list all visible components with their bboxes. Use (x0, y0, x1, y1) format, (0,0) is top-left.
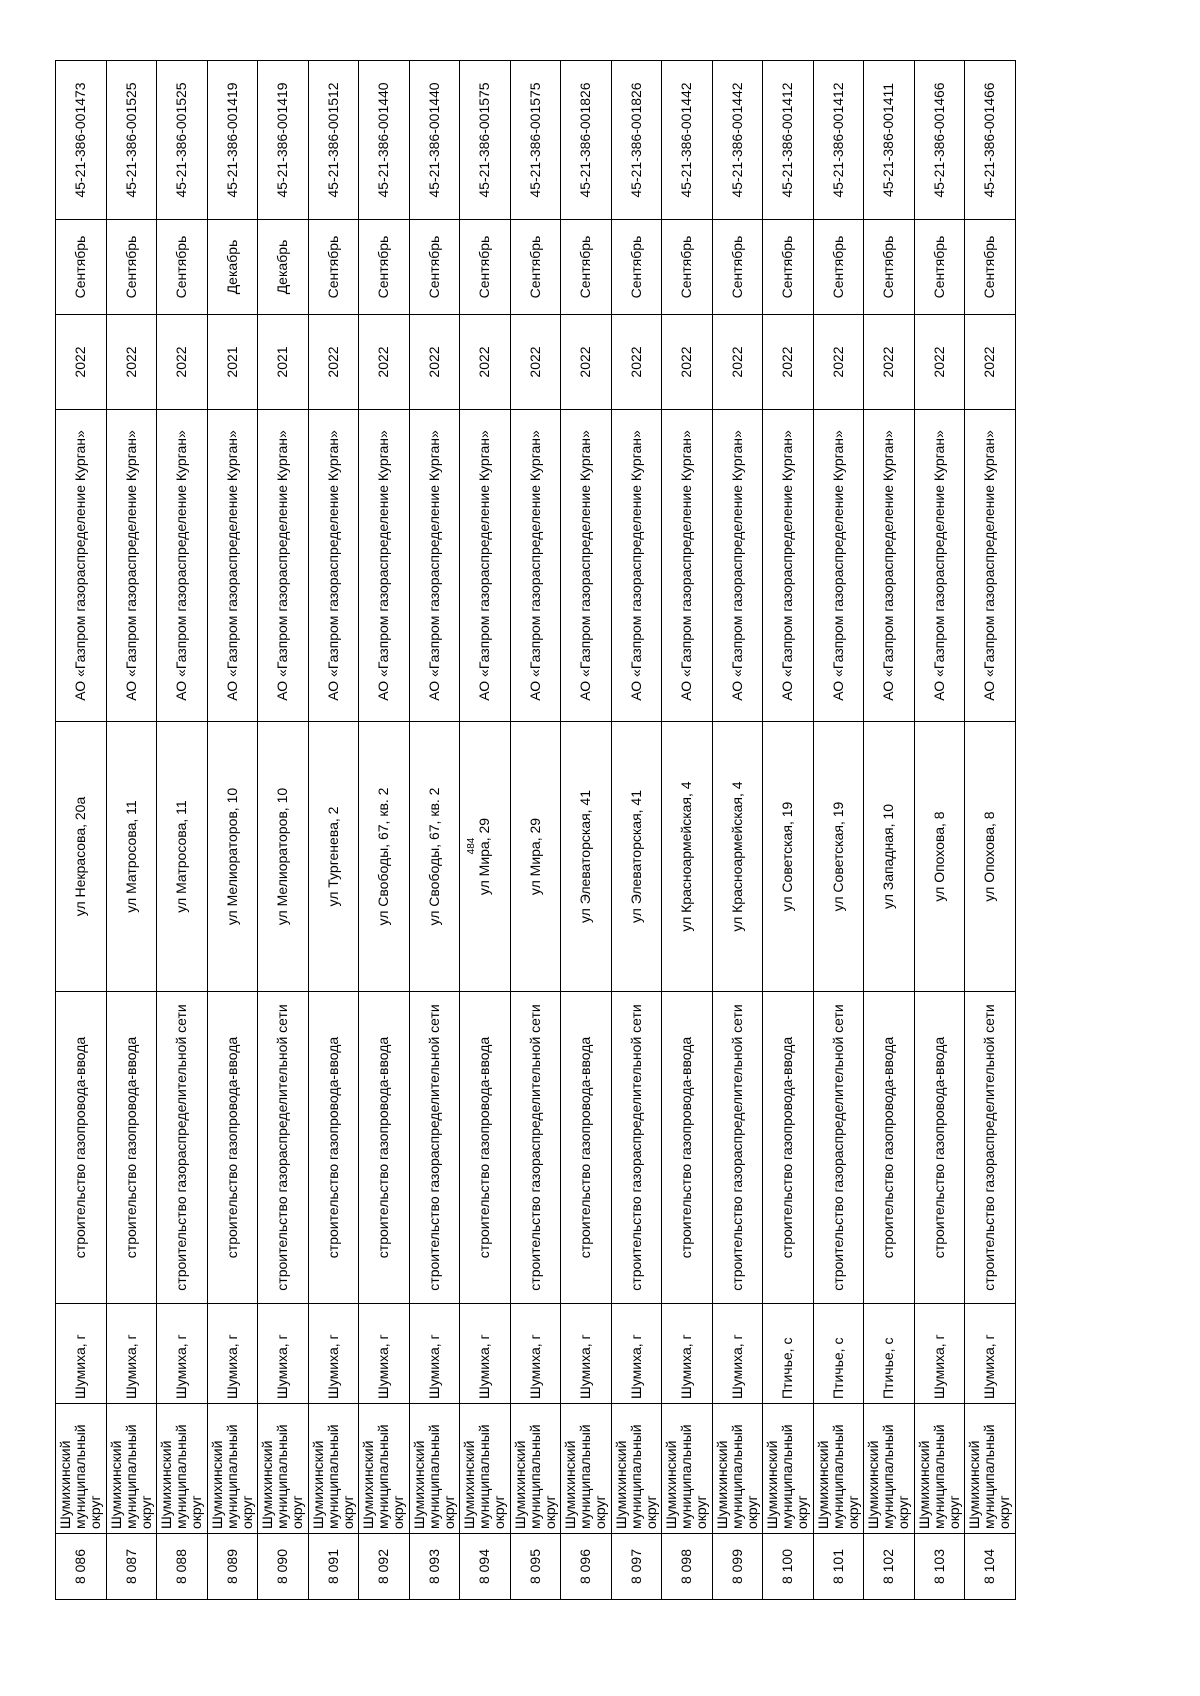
work-type-cell: строительство газопровода-ввода (864, 992, 915, 1304)
row-number-cell: 8 098 (662, 1534, 713, 1600)
table-row (207, 61, 258, 1600)
code-cell: 45-21-386-001442 (662, 61, 713, 220)
settlement-cell: Шумиха, г (965, 1304, 1016, 1404)
district-cell: Шумихинский муниципальный округ (510, 1404, 561, 1534)
month-cell: Сентябрь (308, 220, 359, 315)
table-row (965, 61, 1016, 1600)
year-cell: 2022 (611, 315, 662, 410)
month-cell: Декабрь (207, 220, 258, 315)
row-number-cell: 8 100 (763, 1534, 814, 1600)
address-cell: ул Красноармейская, 4 (662, 722, 713, 992)
table-row (56, 61, 107, 1600)
settlement-cell: Птичье, с (763, 1304, 814, 1404)
year-cell: 2022 (662, 315, 713, 410)
settlement-cell: Шумиха, г (359, 1304, 410, 1404)
district-cell: Шумихинский муниципальный округ (662, 1404, 713, 1534)
row-number-cell: 8 097 (611, 1534, 662, 1600)
district-cell: Шумихинский муниципальный округ (308, 1404, 359, 1534)
code-cell: 45-21-386-001419 (207, 61, 258, 220)
year-cell: 2022 (106, 315, 157, 410)
code-cell: 45-21-386-001575 (510, 61, 561, 220)
organization-cell: АО «Газпром газораспределение Курган» (157, 410, 208, 722)
work-type-cell: строительство газопровода-ввода (460, 992, 511, 1304)
address-cell: ул Западная, 10 (864, 722, 915, 992)
month-cell: Сентябрь (662, 220, 713, 315)
year-cell: 2021 (207, 315, 258, 410)
work-type-cell: строительство газораспределительной сети (965, 992, 1016, 1304)
district-cell: Шумихинский муниципальный округ (56, 1404, 107, 1534)
year-cell: 2022 (157, 315, 208, 410)
work-type-cell: строительство газопровода-ввода (359, 992, 410, 1304)
table-row (157, 61, 208, 1600)
row-number-cell: 8 087 (106, 1534, 157, 1600)
month-cell: Сентябрь (56, 220, 107, 315)
organization-cell: АО «Газпром газораспределение Курган» (207, 410, 258, 722)
settlement-cell: Шумиха, г (106, 1304, 157, 1404)
work-type-cell: строительство газопровода-ввода (763, 992, 814, 1304)
code-cell: 45-21-386-001466 (965, 61, 1016, 220)
settlement-cell: Шумиха, г (611, 1304, 662, 1404)
organization-cell: АО «Газпром газораспределение Курган» (510, 410, 561, 722)
year-cell: 2022 (914, 315, 965, 410)
year-cell: 2022 (813, 315, 864, 410)
work-type-cell: строительство газораспределительной сети (258, 992, 309, 1304)
address-cell: ул Мира, 29 (510, 722, 561, 992)
district-cell: Шумихинский муниципальный округ (207, 1404, 258, 1534)
district-cell: Шумихинский муниципальный округ (965, 1404, 1016, 1534)
table-row (914, 61, 965, 1600)
address-cell: ул Матросова, 11 (157, 722, 208, 992)
month-cell: Сентябрь (157, 220, 208, 315)
settlement-cell: Шумиха, г (56, 1304, 107, 1404)
table-row (510, 61, 561, 1600)
year-cell: 2021 (258, 315, 309, 410)
work-type-cell: строительство газораспределительной сети (157, 992, 208, 1304)
district-cell: Шумихинский муниципальный округ (359, 1404, 410, 1534)
work-type-cell: строительство газораспределительной сети (712, 992, 763, 1304)
year-cell: 2022 (763, 315, 814, 410)
address-cell: ул Свободы, 67, кв. 2 (359, 722, 410, 992)
table-row (864, 61, 915, 1600)
settlement-cell: Шумиха, г (662, 1304, 713, 1404)
work-type-cell: строительство газораспределительной сети (409, 992, 460, 1304)
district-cell: Шумихинский муниципальный округ (914, 1404, 965, 1534)
month-cell: Сентябрь (409, 220, 460, 315)
code-cell: 45-21-386-001525 (157, 61, 208, 220)
month-cell: Сентябрь (510, 220, 561, 315)
code-cell: 45-21-386-001442 (712, 61, 763, 220)
address-cell: ул Матросова, 11 (106, 722, 157, 992)
district-cell: Шумихинский муниципальный округ (106, 1404, 157, 1534)
settlement-cell: Птичье, с (813, 1304, 864, 1404)
organization-cell: АО «Газпром газораспределение Курган» (56, 410, 107, 722)
settlement-cell: Шумиха, г (258, 1304, 309, 1404)
year-cell: 2022 (409, 315, 460, 410)
month-cell: Сентябрь (460, 220, 511, 315)
address-cell: ул Опохова, 8 (914, 722, 965, 992)
year-cell: 2022 (308, 315, 359, 410)
organization-cell: АО «Газпром газораспределение Курган» (460, 410, 511, 722)
row-number-cell: 8 088 (157, 1534, 208, 1600)
table-row (813, 61, 864, 1600)
table-row (712, 61, 763, 1600)
address-cell: ул Мелиораторов, 10 (258, 722, 309, 992)
code-cell: 45-21-386-001419 (258, 61, 309, 220)
settlement-cell: Шумиха, г (207, 1304, 258, 1404)
work-type-cell: строительство газопровода-ввода (106, 992, 157, 1304)
code-cell: 45-21-386-001466 (914, 61, 965, 220)
table-row (308, 61, 359, 1600)
table-row (611, 61, 662, 1600)
page-number: 484 (466, 837, 477, 855)
settlement-cell: Шумиха, г (712, 1304, 763, 1404)
row-number-cell: 8 103 (914, 1534, 965, 1600)
work-type-cell: строительство газораспределительной сети (510, 992, 561, 1304)
work-type-cell: строительство газопровода-ввода (56, 992, 107, 1304)
address-cell: ул Советская, 19 (763, 722, 814, 992)
district-cell: Шумихинский муниципальный округ (409, 1404, 460, 1534)
month-cell: Сентябрь (712, 220, 763, 315)
address-cell: ул Свободы, 67, кв. 2 (409, 722, 460, 992)
table-row (561, 61, 612, 1600)
code-cell: 45-21-386-001525 (106, 61, 157, 220)
work-type-cell: строительство газопровода-ввода (914, 992, 965, 1304)
code-cell: 45-21-386-001412 (763, 61, 814, 220)
year-cell: 2022 (460, 315, 511, 410)
address-cell: ул Элеваторская, 41 (561, 722, 612, 992)
year-cell: 2022 (712, 315, 763, 410)
settlement-cell: Шумиха, г (510, 1304, 561, 1404)
month-cell: Сентябрь (965, 220, 1016, 315)
settlement-cell: Птичье, с (864, 1304, 915, 1404)
table-row (409, 61, 460, 1600)
organization-cell: АО «Газпром газораспределение Курган» (914, 410, 965, 722)
settlement-cell: Шумиха, г (914, 1304, 965, 1404)
work-type-cell: строительство газопровода-ввода (207, 992, 258, 1304)
row-number-cell: 8 092 (359, 1534, 410, 1600)
year-cell: 2022 (965, 315, 1016, 410)
work-type-cell: строительство газораспределительной сети (611, 992, 662, 1304)
table-row (662, 61, 713, 1600)
address-cell: ул Опохова, 8 (965, 722, 1016, 992)
address-cell: ул Советская, 19 (813, 722, 864, 992)
address-cell: ул Мира, 29 (460, 722, 511, 992)
district-cell: Шумихинский муниципальный округ (813, 1404, 864, 1534)
code-cell: 45-21-386-001411 (864, 61, 915, 220)
year-cell: 2022 (864, 315, 915, 410)
row-number-cell: 8 093 (409, 1534, 460, 1600)
month-cell: Сентябрь (864, 220, 915, 315)
row-number-cell: 8 096 (561, 1534, 612, 1600)
table-row (258, 61, 309, 1600)
row-number-cell: 8 089 (207, 1534, 258, 1600)
month-cell: Сентябрь (106, 220, 157, 315)
row-number-cell: 8 090 (258, 1534, 309, 1600)
row-number-cell: 8 086 (56, 1534, 107, 1600)
settlement-cell: Шумиха, г (409, 1304, 460, 1404)
work-type-cell: строительство газопровода-ввода (561, 992, 612, 1304)
work-type-cell: строительство газопровода-ввода (662, 992, 713, 1304)
month-cell: Сентябрь (561, 220, 612, 315)
organization-cell: АО «Газпром газораспределение Курган» (409, 410, 460, 722)
row-number-cell: 8 094 (460, 1534, 511, 1600)
row-number-cell: 8 101 (813, 1534, 864, 1600)
code-cell: 45-21-386-001473 (56, 61, 107, 220)
settlement-cell: Шумиха, г (308, 1304, 359, 1404)
work-type-cell: строительство газопровода-ввода (308, 992, 359, 1304)
gasification-table (55, 60, 1016, 1600)
month-cell: Сентябрь (611, 220, 662, 315)
code-cell: 45-21-386-001575 (460, 61, 511, 220)
year-cell: 2022 (510, 315, 561, 410)
organization-cell: АО «Газпром газораспределение Курган» (308, 410, 359, 722)
organization-cell: АО «Газпром газораспределение Курган» (965, 410, 1016, 722)
row-number-cell: 8 095 (510, 1534, 561, 1600)
table-body (56, 61, 1016, 1600)
organization-cell: АО «Газпром газораспределение Курган» (106, 410, 157, 722)
month-cell: Сентябрь (914, 220, 965, 315)
code-cell: 45-21-386-001440 (359, 61, 410, 220)
month-cell: Сентябрь (813, 220, 864, 315)
month-cell: Сентябрь (763, 220, 814, 315)
organization-cell: АО «Газпром газораспределение Курган» (813, 410, 864, 722)
year-cell: 2022 (561, 315, 612, 410)
district-cell: Шумихинский муниципальный округ (864, 1404, 915, 1534)
organization-cell: АО «Газпром газораспределение Курган» (864, 410, 915, 722)
district-cell: Шумихинский муниципальный округ (258, 1404, 309, 1534)
address-cell: ул Некрасова, 20а (56, 722, 107, 992)
row-number-cell: 8 102 (864, 1534, 915, 1600)
work-type-cell: строительство газораспределительной сети (813, 992, 864, 1304)
organization-cell: АО «Газпром газораспределение Курган» (712, 410, 763, 722)
table-row (106, 61, 157, 1600)
code-cell: 45-21-386-001412 (813, 61, 864, 220)
district-cell: Шумихинский муниципальный округ (157, 1404, 208, 1534)
row-number-cell: 8 091 (308, 1534, 359, 1600)
month-cell: Декабрь (258, 220, 309, 315)
code-cell: 45-21-386-001512 (308, 61, 359, 220)
organization-cell: АО «Газпром газораспределение Курган» (763, 410, 814, 722)
address-cell: ул Красноармейская, 4 (712, 722, 763, 992)
code-cell: 45-21-386-001440 (409, 61, 460, 220)
district-cell: Шумихинский муниципальный округ (611, 1404, 662, 1534)
settlement-cell: Шумиха, г (157, 1304, 208, 1404)
organization-cell: АО «Газпром газораспределение Курган» (561, 410, 612, 722)
row-number-cell: 8 104 (965, 1534, 1016, 1600)
row-number-cell: 8 099 (712, 1534, 763, 1600)
address-cell: ул Тургенева, 2 (308, 722, 359, 992)
settlement-cell: Шумиха, г (460, 1304, 511, 1404)
table-row (460, 61, 511, 1600)
code-cell: 45-21-386-001826 (561, 61, 612, 220)
address-cell: ул Мелиораторов, 10 (207, 722, 258, 992)
address-cell: ул Элеваторская, 41 (611, 722, 662, 992)
organization-cell: АО «Газпром газораспределение Курган» (611, 410, 662, 722)
organization-cell: АО «Газпром газораспределение Курган» (258, 410, 309, 722)
district-cell: Шумихинский муниципальный округ (712, 1404, 763, 1534)
organization-cell: АО «Газпром газораспределение Курган» (662, 410, 713, 722)
year-cell: 2022 (359, 315, 410, 410)
district-cell: Шумихинский муниципальный округ (460, 1404, 511, 1534)
table-row (359, 61, 410, 1600)
organization-cell: АО «Газпром газораспределение Курган» (359, 410, 410, 722)
district-cell: Шумихинский муниципальный округ (561, 1404, 612, 1534)
month-cell: Сентябрь (359, 220, 410, 315)
document-table-container (55, 61, 1072, 1600)
settlement-cell: Шумиха, г (561, 1304, 612, 1404)
district-cell: Шумихинский муниципальный округ (763, 1404, 814, 1534)
table-row (763, 61, 814, 1600)
code-cell: 45-21-386-001826 (611, 61, 662, 220)
year-cell: 2022 (56, 315, 107, 410)
